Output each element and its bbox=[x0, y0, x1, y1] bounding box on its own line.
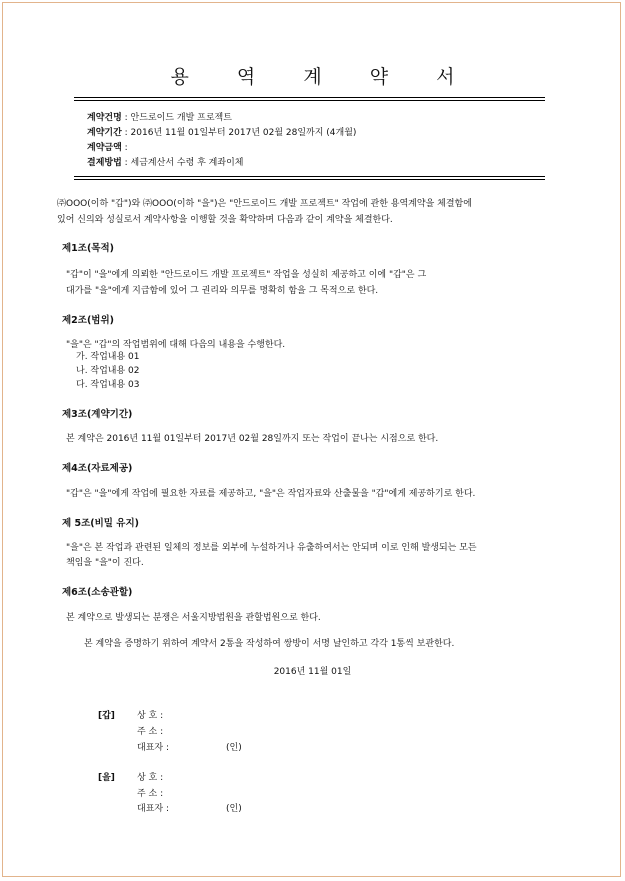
article-2-heading: 제2조(범위) bbox=[62, 315, 115, 326]
article-4-line-1: "갑"은 "을"에게 작업에 필요한 자료를 제공하고, "을"은 작업자료와 산출물을 "갑"에게 제공하기로 한다. bbox=[66, 489, 476, 499]
party-b-address: 주 소 : bbox=[137, 789, 164, 799]
intro-line-1: ㈜OOO(이하 "갑")와 ㈜OOO(이하 "을")은 "안드로이드 개발 프로젝트" 작업에 관한 용역계약을 체결함에 bbox=[57, 199, 472, 209]
payment-value: 세금계산서 수령 후 계좌이체 bbox=[130, 158, 244, 168]
info-payment: 결제방법 : 세금계산서 수령 후 계좌이체 bbox=[87, 158, 244, 168]
article-1-line-1: "갑"이 "을"에게 의뢰한 "안드로이드 개발 프로젝트" 작업을 성실히 제공하고 이에 "갑"은 그 bbox=[66, 270, 427, 280]
party-b-label bbox=[98, 770, 115, 783]
party-a-address: 주 소 : bbox=[137, 727, 164, 737]
article-5-heading: 제 5조(비밀 유지) bbox=[62, 518, 139, 529]
party-a-representative: 대표자 : bbox=[137, 743, 169, 753]
period-label: 계약기간 bbox=[87, 128, 122, 138]
party-a-label-text: [갑] bbox=[98, 711, 115, 721]
project-label: 계약건명 bbox=[87, 113, 122, 123]
article-5-line-2: 책임을 "을"이 진다. bbox=[66, 558, 144, 568]
intro-line-2: 있어 신의와 성실로서 계약사항을 이행할 것을 확약하며 다음과 같이 계약을 체결한다. bbox=[57, 215, 393, 225]
article-5-line-1: "을"은 본 작업과 관련된 일체의 정보를 외부에 누설하거나 유출하여서는 안되며 이로 인해 발생되는 모든 bbox=[66, 543, 477, 553]
article-3-line-1: 본 계약은 2016년 11월 01일부터 2017년 02월 28일까지 또는 작업이 끝나는 시점으로 한다. bbox=[66, 434, 439, 444]
article-2-item-3: 다. 작업내용 03 bbox=[76, 380, 140, 390]
article-1-heading: 제1조(목적) bbox=[62, 243, 115, 254]
article-3-heading: 제3조(계약기간) bbox=[62, 409, 133, 420]
closing-statement: 본 계약을 증명하기 위하여 계약서 2통을 작성하여 쌍방이 서명 날인하고 각각 1통씩 보관한다. bbox=[84, 639, 455, 649]
article-2-item-1: 가. 작업내용 01 bbox=[76, 352, 140, 362]
article-1-line-2: 대가를 "을"에게 지급함에 있어 그 권리와 의무를 명확히 함을 그 목적으로 한다. bbox=[66, 286, 379, 296]
contract-date: 2016년 11월 01일 bbox=[273, 667, 352, 677]
party-b-label-text: [을] bbox=[98, 773, 115, 783]
info-period: 계약기간 : 2016년 11월 01일부터 2017년 02월 28일까지 (4개월) bbox=[87, 128, 357, 138]
project-value: 안드로이드 개발 프로젝트 bbox=[130, 113, 232, 123]
party-b-seal: (인) bbox=[226, 804, 242, 814]
info-amount: 계약금액 : bbox=[87, 143, 128, 153]
article-2-line-1: "을"은 "갑"의 작업범위에 대해 다음의 내용을 수행한다. bbox=[66, 340, 286, 350]
party-a-company: 상 호 : bbox=[137, 711, 164, 721]
party-a-label bbox=[98, 708, 115, 721]
document-title: 용 역 계 약 서 bbox=[170, 66, 476, 88]
party-b-company: 상 호 : bbox=[137, 773, 164, 783]
period-value: 2016년 11월 01일부터 2017년 02월 28일까지 (4개월) bbox=[130, 128, 357, 138]
info-project: 계약건명 : 안드로이드 개발 프로젝트 bbox=[87, 113, 232, 123]
top-double-rule bbox=[74, 97, 545, 101]
article-4-heading: 제4조(자료제공) bbox=[62, 463, 133, 474]
article-6-line-1: 본 계약으로 발생되는 분쟁은 서울지방법원을 관할법원으로 한다. bbox=[66, 613, 321, 623]
article-6-heading: 제6조(소송관할) bbox=[62, 587, 133, 598]
payment-label: 결제방법 bbox=[87, 158, 122, 168]
article-2-item-2: 나. 작업내용 02 bbox=[76, 366, 140, 376]
bottom-double-rule bbox=[74, 176, 545, 180]
amount-label: 계약금액 bbox=[87, 143, 122, 153]
party-a-seal: (인) bbox=[226, 743, 242, 753]
party-b-representative: 대표자 : bbox=[137, 804, 169, 814]
